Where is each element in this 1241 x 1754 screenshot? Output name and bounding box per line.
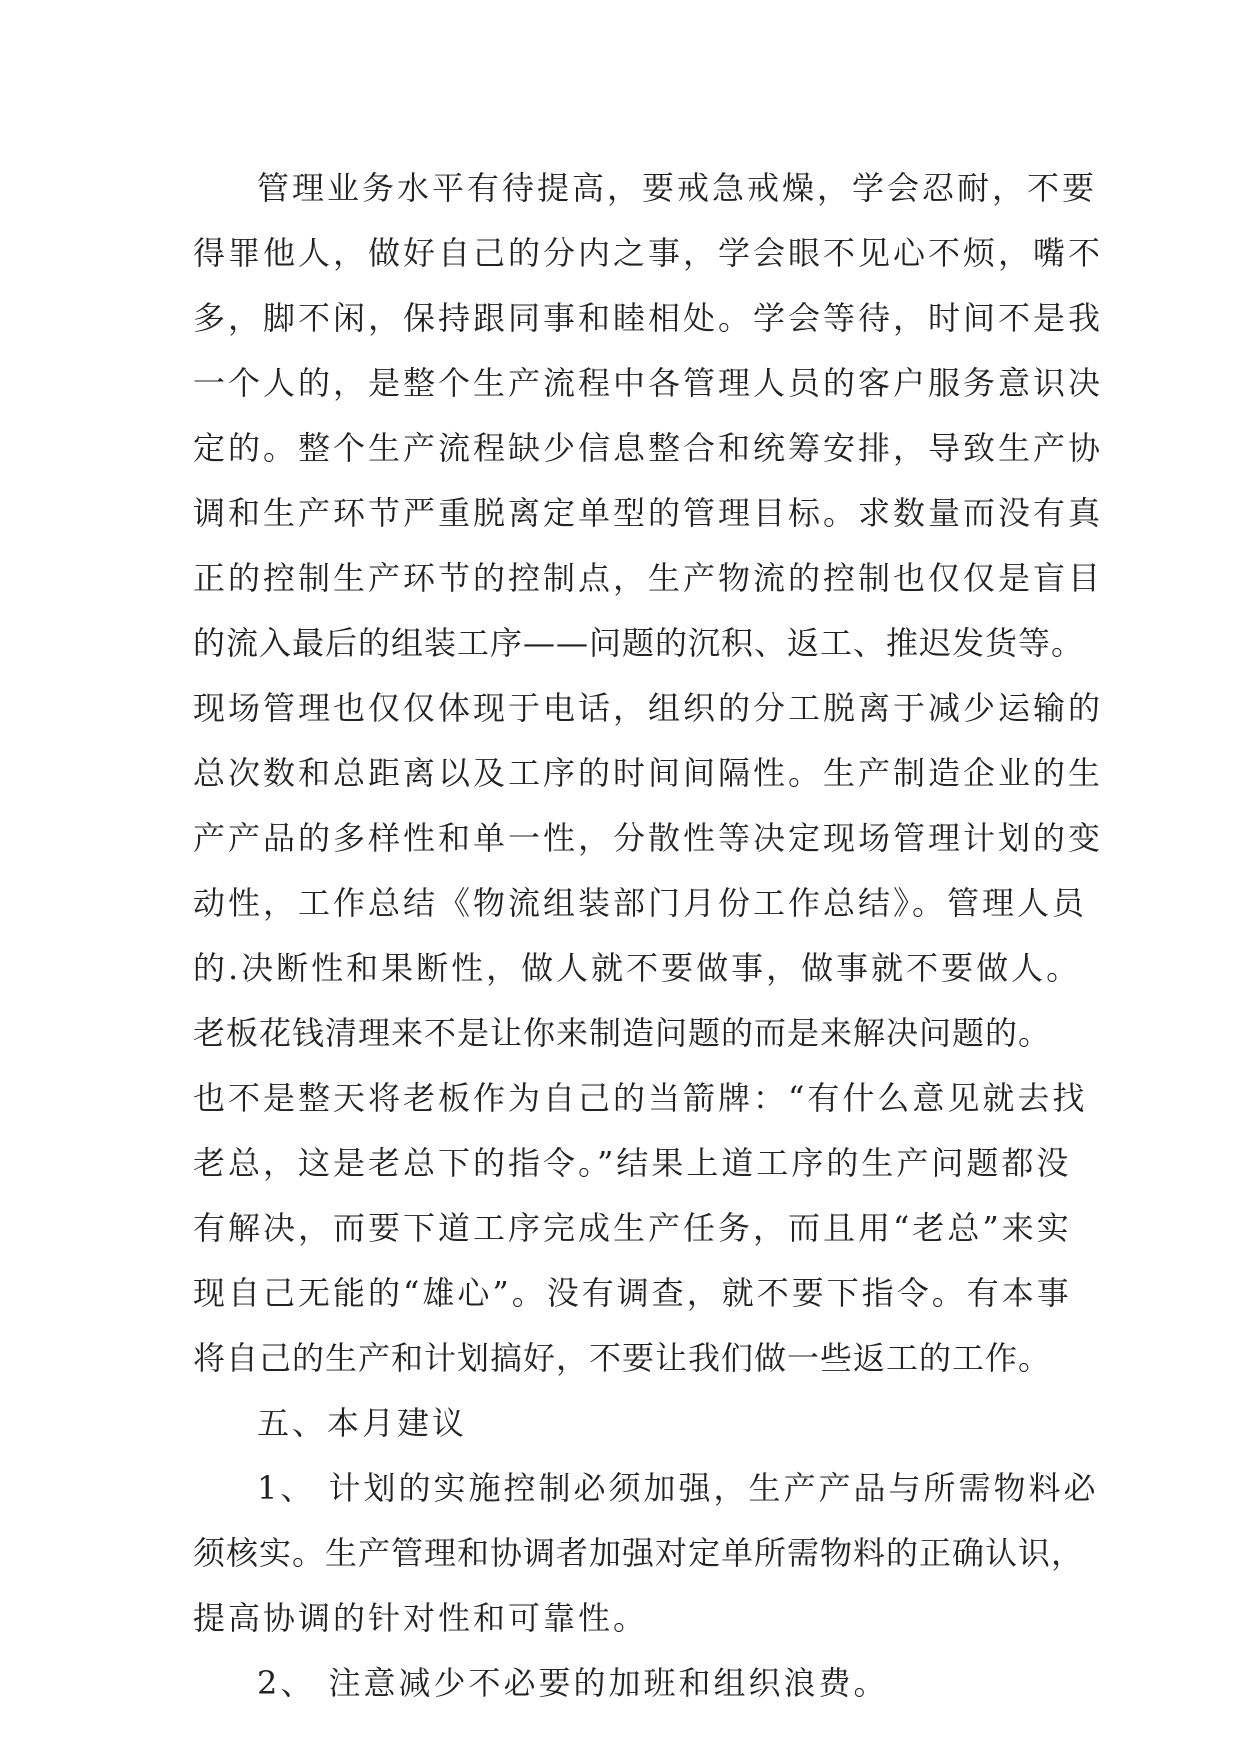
paragraph-line: 老总，这是老总下的指令。”结果上道工序的生产问题都没 (193, 1144, 1072, 1182)
paragraph-line: 得罪他人，做好自己的分内之事，学会眼不见心不烦，嘴不 (193, 234, 1104, 272)
paragraph-line: 动性，工作总结《物流组装部门月份工作总结》。管理人员 (193, 884, 1088, 922)
list-item: 2、 注意减少不必要的加班和组织浪费。 (257, 1664, 889, 1702)
paragraph-line: 现自己无能的“雄心”。没有调查，就不要下指令。有本事 (193, 1274, 1072, 1312)
paragraph-line: 有解决，而要下道工序完成生产任务，而且用“老总”来实 (193, 1209, 1072, 1247)
paragraph-line: 提高协调的针对性和可靠性。 (193, 1599, 649, 1637)
section-heading: 五、本月建议 (257, 1404, 468, 1442)
paragraph-line: 管理业务水平有待提高，要戒急戒燥，学会忍耐，不要 (257, 169, 1098, 207)
paragraph-line: 的.决断性和果断性，做人就不要做事，做事就不要做人。 (193, 949, 1082, 987)
paragraph-line: 正的控制生产环节的控制点，生产物流的控制也仅仅是盲目 (193, 559, 1104, 597)
paragraph-line: 将自己的生产和计划搞好，不要让我们做一些返工的工作。 (193, 1339, 1052, 1377)
list-item: 1、 计划的实施控制必须加强，生产产品与所需物料必 (257, 1469, 1099, 1507)
paragraph-line: 须核实。生产管理和协调者加强对定单所需物料的正确认识， (193, 1534, 1085, 1572)
paragraph-line: 产产品的多样性和单一性，分散性等决定现场管理计划的变 (193, 819, 1104, 857)
paragraph-line: 一个人的，是整个生产流程中各管理人员的客户服务意识决 (193, 364, 1104, 402)
document-body (193, 156, 1104, 1716)
paragraph-line: 的流入最后的组装工序——问题的沉积、返工、推迟发货等。 (193, 624, 1085, 662)
paragraph-line: 现场管理也仅仅体现于电话，组织的分工脱离于减少运输的 (193, 689, 1104, 727)
paragraph-line: 定的。整个生产流程缺少信息整合和统筹安排，导致生产协 (193, 429, 1104, 467)
paragraph-line: 多，脚不闲，保持跟同事和睦相处。学会等待，时间不是我 (193, 299, 1104, 337)
paragraph-line: 总次数和总距离以及工序的时间间隔性。生产制造企业的生 (193, 754, 1104, 792)
paragraph-line: 也不是整天将老板作为自己的当箭牌：“有什么意见就去找 (193, 1079, 1088, 1117)
paragraph-line: 老板花钱清理来不是让你来制造问题的而是来解决问题的。 (193, 1014, 1052, 1052)
paragraph-line: 调和生产环节严重脱离定单型的管理目标。求数量而没有真 (193, 494, 1104, 532)
